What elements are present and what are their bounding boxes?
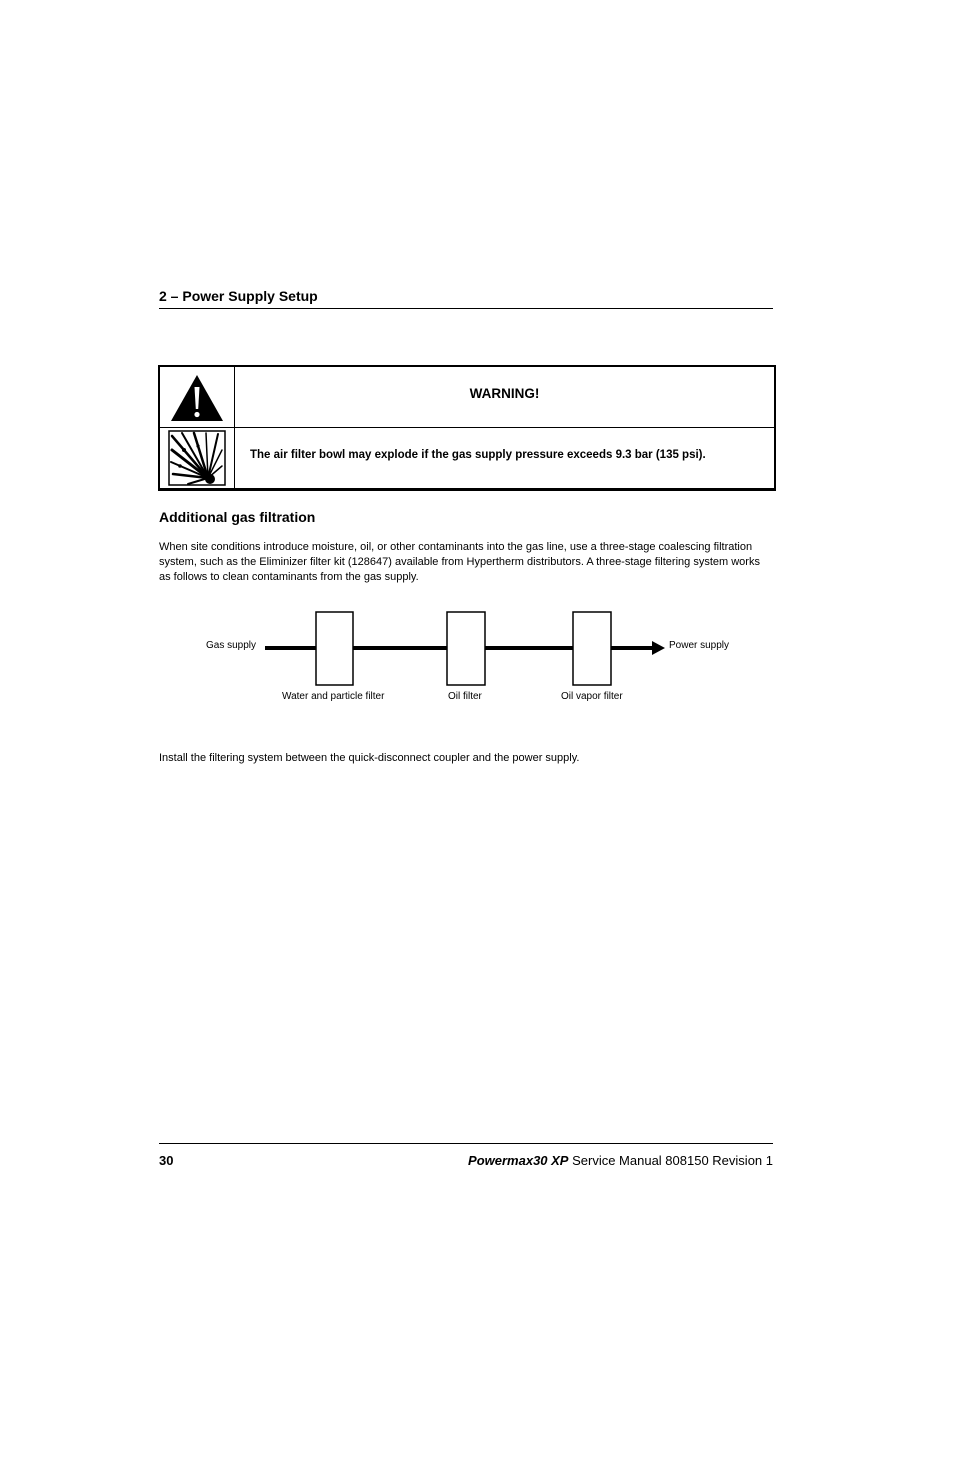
- water-particle-filter-box: [316, 612, 353, 685]
- section-header: 2 – Power Supply Setup: [159, 288, 318, 304]
- manual-info: Service Manual 808150 Revision 1: [568, 1153, 773, 1168]
- body-paragraph: When site conditions introduce moisture, oil, or other contaminants into the gas line, use a three-stage coalescing filtration system, such as the Eliminizer filter kit (128647) available from Hypertherm distributors. A three-stage filtering system works as follows to clean contaminants from the gas supply.: [159, 541, 760, 583]
- flow-arrow-icon: [652, 641, 665, 655]
- product-name: Powermax30 XP: [468, 1153, 569, 1168]
- warning-title: WARNING!: [469, 386, 540, 401]
- power-supply-label: Power supply: [669, 640, 730, 651]
- footer-doc-info: [468, 1153, 773, 1168]
- section-title: Additional gas filtration: [159, 509, 316, 525]
- oil-filter-label: Oil filter: [448, 691, 482, 702]
- water-particle-filter-label: Water and particle filter: [282, 691, 385, 702]
- oil-vapor-filter-label: Oil vapor filter: [561, 691, 623, 702]
- filtration-flow-graphic: [0, 0, 954, 720]
- oil-vapor-filter-box: [573, 612, 611, 685]
- warning-text: The air filter bowl may explode if the gas supply pressure exceeds 9.3 bar (135 psi).: [250, 449, 706, 461]
- install-paragraph: Install the filtering system between the quick-disconnect coupler and the power supply.: [159, 752, 580, 764]
- oil-filter-box: [447, 612, 485, 685]
- page-number: 30: [159, 1153, 174, 1168]
- gas-supply-label: Gas supply: [206, 640, 257, 651]
- footer-rule: [159, 1143, 773, 1144]
